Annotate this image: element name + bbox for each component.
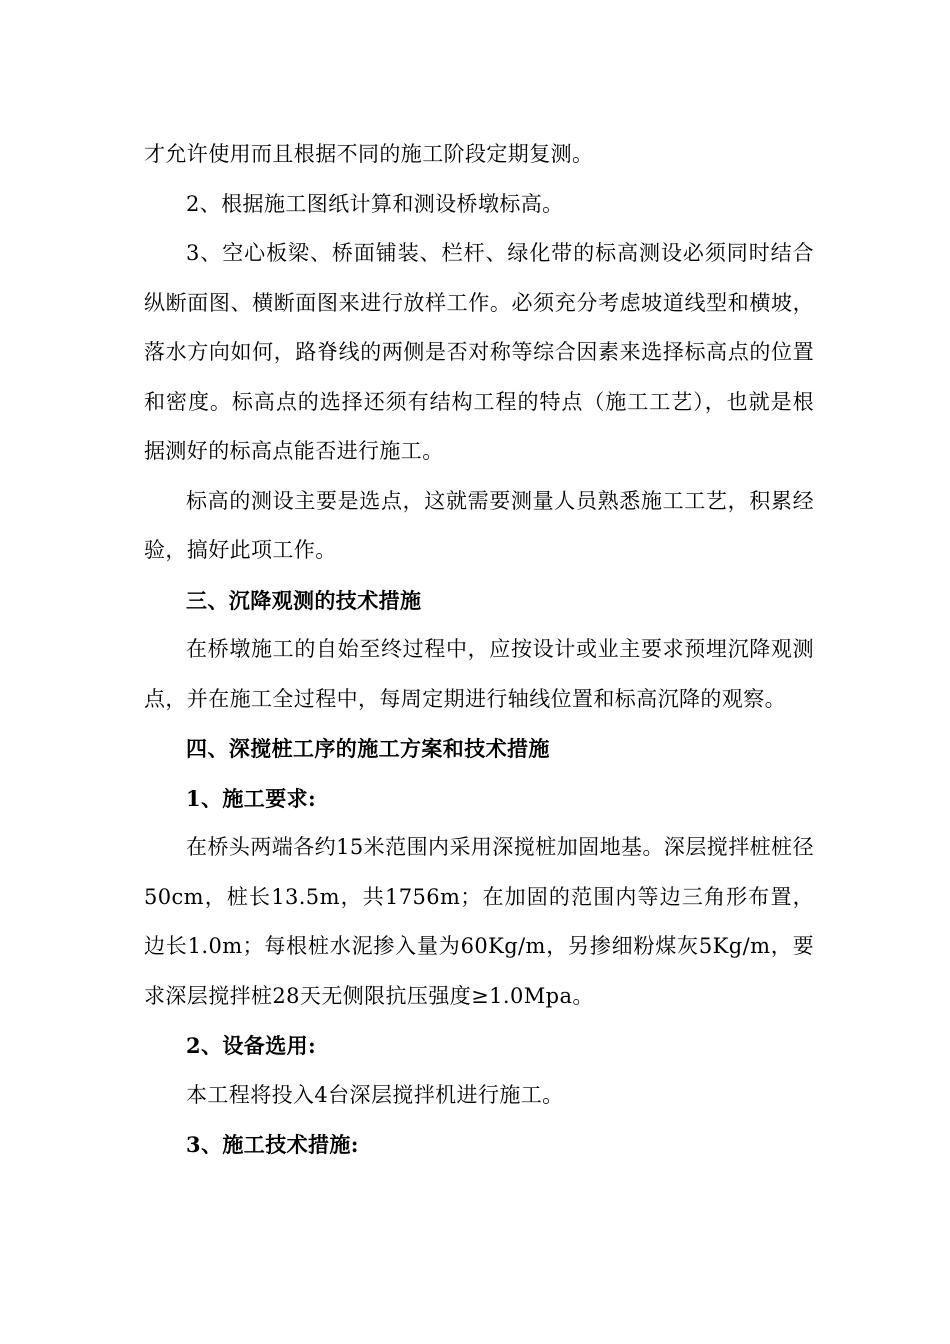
heading-technical-measures: 3、施工技术措施:	[186, 1132, 359, 1157]
document-body	[144, 130, 814, 1170]
paragraph-continuation: 才允许使用而且根据不同的施工阶段定期复测。	[144, 142, 594, 166]
paragraph-point-selection: 标高的测设主要是选点，这就需要测量人员熟悉施工工艺，积累经验，搞好此项工作。	[144, 488, 814, 562]
paragraph-settlement-observation: 在桥墩施工的自始至终过程中，应按设计或业主要求预埋沉降观测点，并在施工全过程中，每周定期进行轴线位置和标高沉降的观察。	[144, 637, 814, 711]
paragraph-construction-requirements: 在桥头两端各约15米范围内采用深搅桩加固地基。深层搅拌桩桩径50cm，桩长13.5m，共1756m；在加固的范围内等边三角形布置，边长1.0m；每根桩水泥掺入量为60Kg/m，另掺细粉煤灰5Kg/m，要求深层搅拌桩28天无侧限抗压强度≥1.0Mpa。	[144, 835, 814, 1008]
heading-equipment-selection: 2、设备选用:	[186, 1033, 317, 1058]
paragraph-equipment-selection: 本工程将投入4台深层搅拌机进行施工。	[186, 1082, 564, 1107]
heading-construction-requirements: 1、施工要求:	[186, 785, 317, 811]
heading-settlement-observation: 三、沉降观测的技术措施	[186, 587, 422, 613]
heading-deep-mixing-pile: 四、深搅桩工序的施工方案和技术措施	[186, 736, 550, 761]
paragraph-elevation-setting-out: 3、空心板梁、桥面铺装、栏杆、绿化带的标高测设必须同时结合纵断面图、横断面图来进行放样工作。必须充分考虑坡道线型和横坡，落水方向如何，路脊线的两侧是否对称等综合因素来选择标高点的位置和密度。标高点的选择还须有结构工程的特点（施工工艺），也就是根据测好的标高点能否进行施工。	[144, 241, 814, 463]
paragraph-pier-elevation: 2、根据施工图纸计算和测设桥墩标高。	[186, 191, 564, 216]
